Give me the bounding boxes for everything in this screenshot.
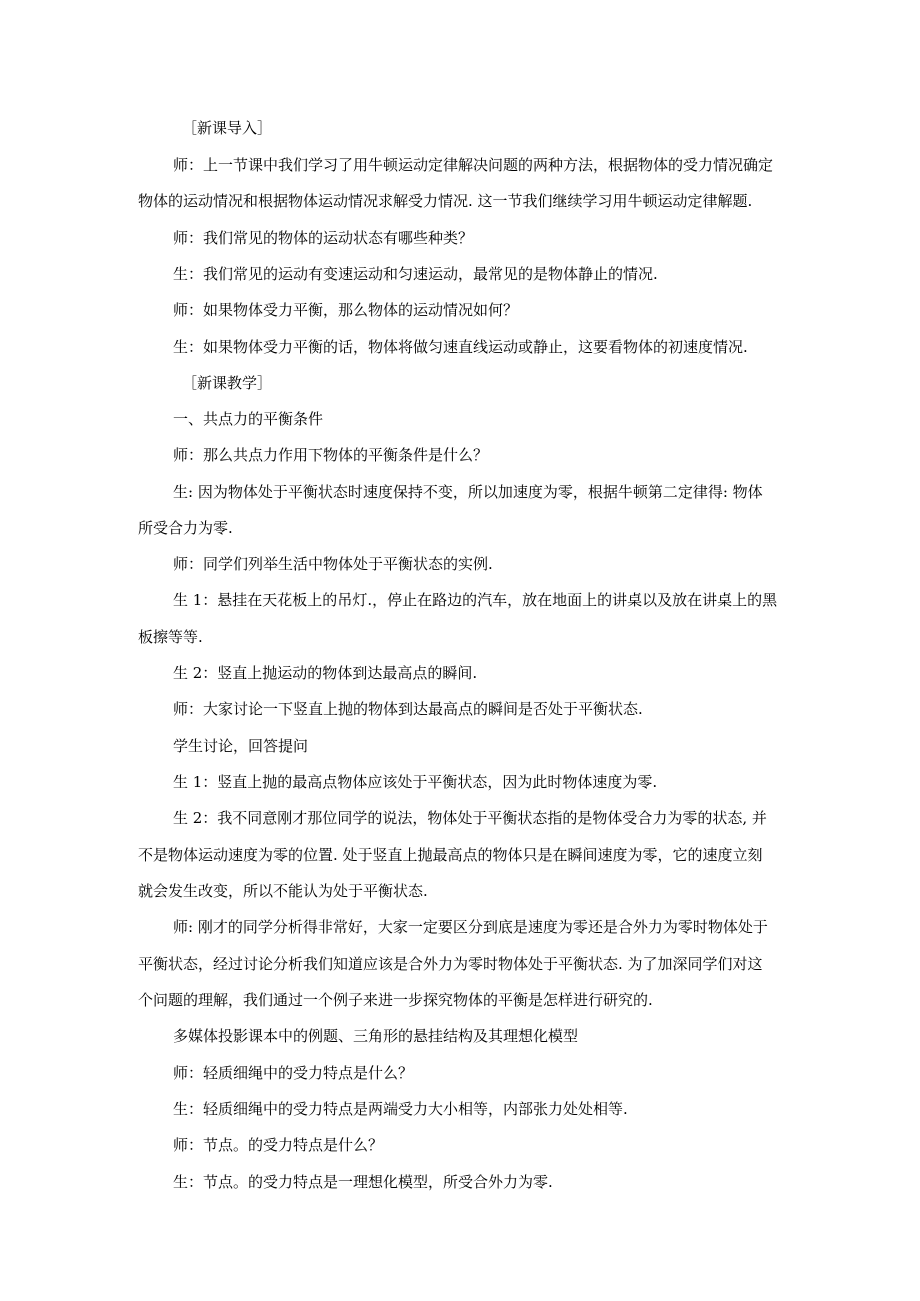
paragraph-line: 生 1：竖直上抛的最高点物体应该处于平衡状态，因为此时物体速度为零.	[173, 773, 658, 791]
paragraph-line: 生 2：我不同意刚才那位同学的说法，物体处于平衡状态指的是物体受合力为零的状态, 并	[173, 809, 767, 827]
paragraph-line: 师：我们常见的物体的运动状态有哪些种类？	[173, 229, 474, 247]
paragraph-line: 生：轻质细绳中的受力特点是两端受力大小相等，内部张力处处相等.	[173, 1100, 628, 1118]
paragraph-line: 生 2：竖直上抛运动的物体到达最高点的瞬间.	[173, 664, 478, 682]
paragraph-line: 生 1：悬挂在天花板上的吊灯.，停止在路边的汽车，放在地面上的讲桌以及放在讲桌上的黑	[173, 591, 778, 609]
paragraph-line: 师：大家讨论一下竖直上抛的物体到达最高点的瞬间是否处于平衡状态.	[173, 700, 643, 718]
paragraph-line: 所受合力为零.	[138, 519, 233, 537]
paragraph-line: 师：轻质细绳中的受力特点是什么？	[173, 1064, 414, 1082]
paragraph-line: 物体的运动情况和根据物体运动情况求解受力情况. 这一节我们继续学习用牛顿运动定律解题.	[138, 192, 753, 210]
paragraph-line: 生：我们常见的运动有变速运动和匀速运动，最常见的是物体静止的情况.	[173, 265, 658, 283]
paragraph-line: 生：节点。的受力特点是一理想化模型，所受合外力为零.	[173, 1173, 553, 1191]
subheading: 一、共点力的平衡条件	[173, 410, 324, 428]
paragraph-line: 师：同学们列举生活中物体处于平衡状态的实例.	[173, 555, 493, 573]
paragraph-line: 师：节点。的受力特点是什么？	[173, 1136, 384, 1154]
paragraph-line: 生：如果物体受力平衡的话，物体将做匀速直线运动或静止，这要看物体的初速度情况.	[173, 338, 748, 356]
section-heading-teaching: ［新课教学］	[182, 374, 273, 392]
paragraph-line: 生: 因为物体处于平衡状态时速度保持不变，所以加速度为零，根据牛顿第二定律得: 物体	[173, 483, 763, 501]
paragraph-line: 师: 刚才的同学分析得非常好，大家一定要区分到底是速度为零还是合外力为零时物体处于	[173, 918, 768, 936]
paragraph-line: 学生讨论，回答提问	[173, 737, 309, 755]
paragraph-line: 平衡状态，经过讨论分析我们知道应该是合外力为零时物体处于平衡状态. 为了加深同学们对这	[138, 955, 763, 973]
paragraph-line: 就会发生改变，所以不能认为处于平衡状态.	[138, 882, 428, 900]
paragraph-line: 多媒体投影课本中的例题、三角形的悬挂结构及其理想化模型	[173, 1027, 579, 1045]
paragraph-line: 师：如果物体受力平衡，那么物体的运动情况如何？	[173, 301, 519, 319]
paragraph-line: 师：上一节课中我们学习了用牛顿运动定律解决问题的两种方法，根据物体的受力情况确定	[173, 156, 774, 174]
paragraph-line: 板擦等等.	[138, 628, 203, 646]
paragraph-line: 个问题的理解，我们通过一个例子来进一步探究物体的平衡是怎样进行研究的.	[138, 991, 653, 1009]
paragraph-line: 不是物体运动速度为零的位置. 处于竖直上抛最高点的物体只是在瞬间速度为零，它的速度立刻	[138, 846, 763, 864]
section-heading-intro: ［新课导入］	[182, 119, 273, 137]
paragraph-line: 师：那么共点力作用下物体的平衡条件是什么？	[173, 446, 489, 464]
